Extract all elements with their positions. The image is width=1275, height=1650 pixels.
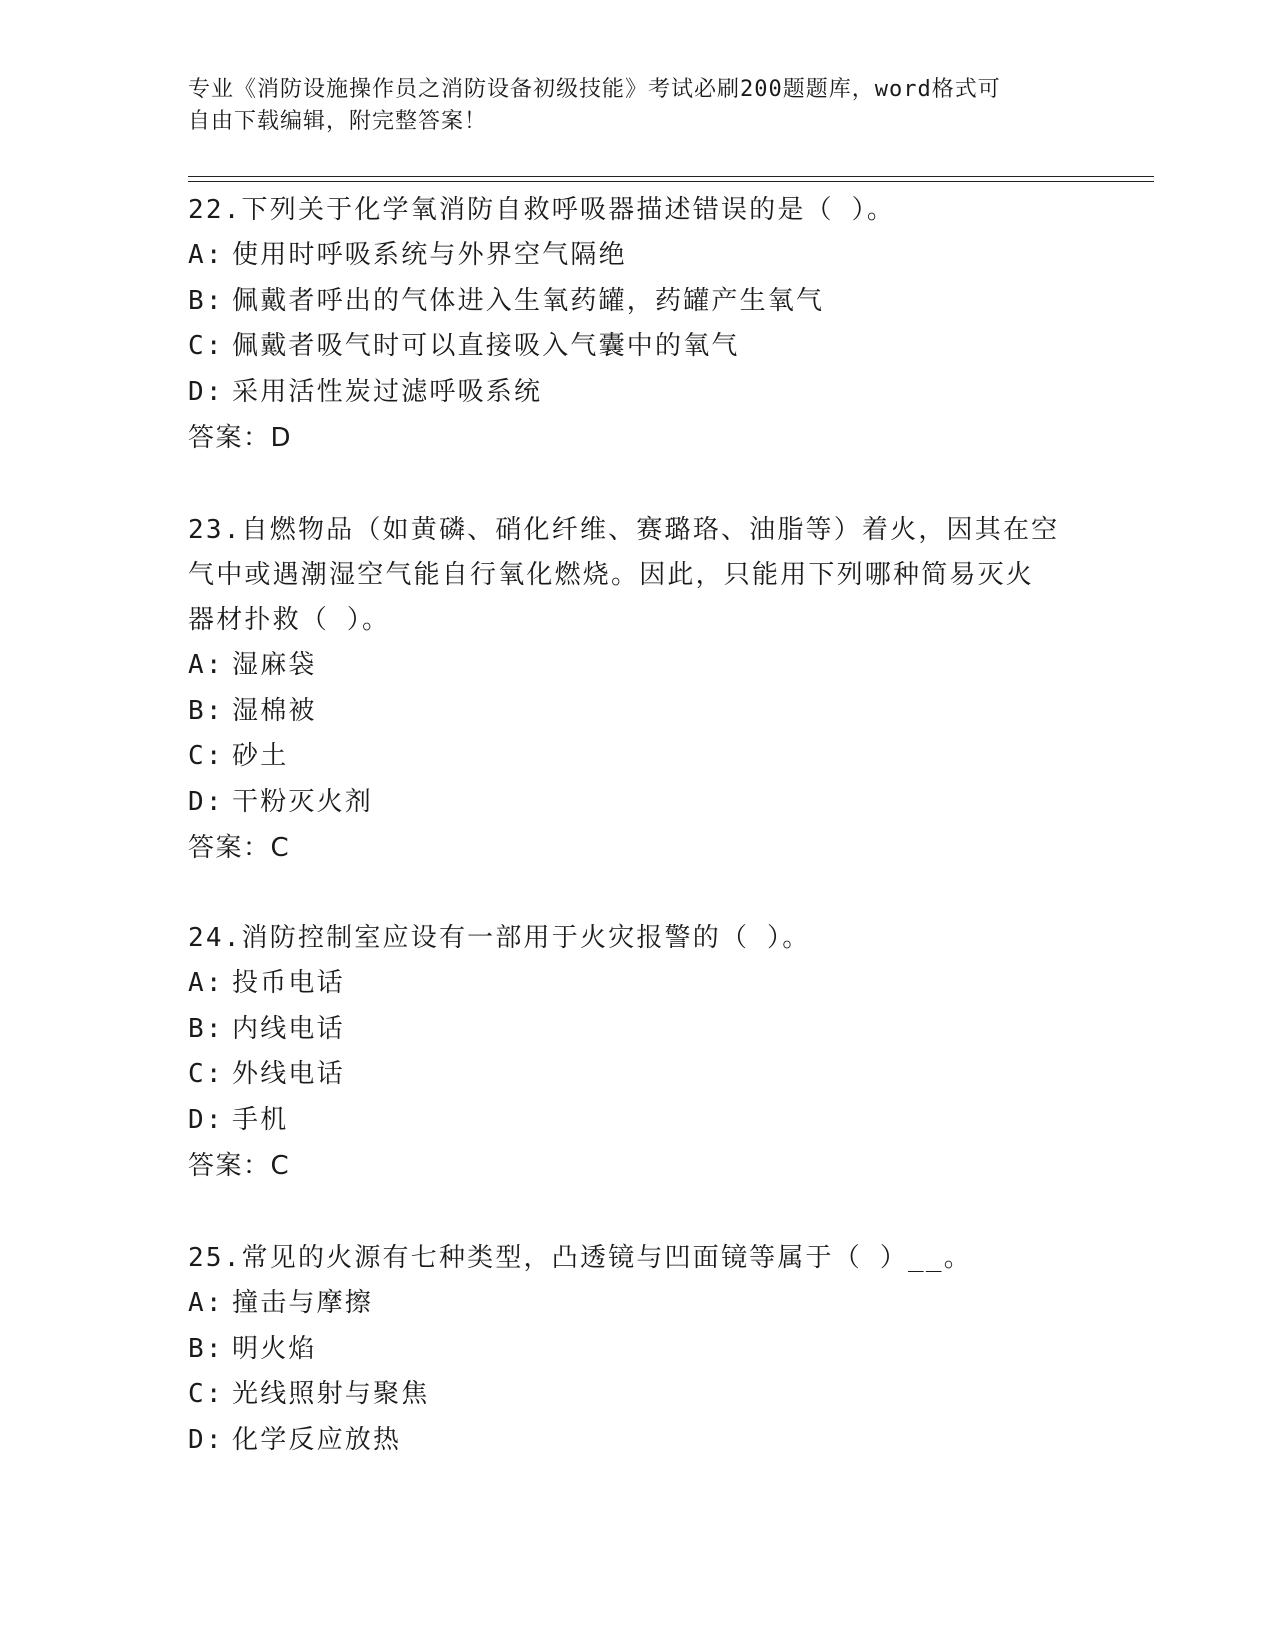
- option-key: C:: [188, 1379, 224, 1409]
- option-text: 撞击与摩擦: [232, 1288, 374, 1318]
- answer-line: 答案：C: [188, 1151, 291, 1181]
- option-d: [188, 1098, 1088, 1144]
- option-c: [188, 1052, 1088, 1098]
- option-d: [188, 1418, 1088, 1464]
- option-d: [188, 370, 1088, 416]
- option-a: [188, 961, 1088, 1007]
- option-text: 佩戴者呼出的气体进入生氧药罐，药罐产生氧气: [232, 285, 825, 316]
- option-text: 砂土: [232, 741, 289, 771]
- option-key: D:: [188, 1104, 224, 1135]
- option-key: B:: [188, 1333, 224, 1364]
- question-stem-line-1: 23.自燃物品（如黄磷、硝化纤维、赛璐珞、油脂等）着火，因其在空: [188, 515, 1060, 545]
- option-key: B:: [188, 695, 224, 726]
- question-23: [188, 508, 1088, 871]
- option-text: 投币电话: [232, 968, 345, 998]
- option-key: A:: [188, 968, 224, 998]
- option-key: A:: [188, 650, 224, 680]
- option-a: [188, 643, 1088, 689]
- question-25: [188, 1236, 1088, 1463]
- answer-line: 答案：C: [188, 833, 291, 863]
- option-key: C:: [188, 1059, 224, 1089]
- answer-line: 答案：D: [188, 423, 293, 453]
- option-text: 外线电话: [232, 1059, 345, 1089]
- question-stem-line-3: 器材扑救（ ）。: [188, 605, 391, 635]
- option-key: D:: [188, 1424, 224, 1455]
- option-text: 湿棉被: [232, 695, 317, 726]
- option-text: 化学反应放热: [232, 1424, 402, 1455]
- option-key: B:: [188, 285, 224, 316]
- option-key: C:: [188, 331, 224, 361]
- option-key: B:: [188, 1013, 224, 1044]
- option-key: C:: [188, 741, 224, 771]
- question-stem: 25.常见的火源有七种类型，凸透镜与凹面镜等属于（ ）__。: [188, 1243, 972, 1273]
- header-divider-bottom: [188, 181, 1154, 182]
- option-d: [188, 780, 1088, 826]
- question-22: [188, 188, 1088, 461]
- option-a: [188, 233, 1088, 279]
- option-b: [188, 689, 1088, 735]
- option-b: [188, 1007, 1088, 1053]
- question-24: [188, 916, 1088, 1189]
- option-text: 手机: [232, 1104, 289, 1135]
- option-c: [188, 734, 1088, 780]
- header-line-1: 专业《消防设施操作员之消防设备初级技能》考试必刷200题题库，word格式可: [188, 77, 1001, 102]
- header-line-2: 自由下载编辑，附完整答案！: [188, 109, 488, 134]
- option-key: A:: [188, 240, 224, 270]
- option-text: 光线照射与聚焦: [232, 1379, 430, 1409]
- option-text: 湿麻袋: [232, 650, 317, 680]
- option-c: [188, 324, 1088, 370]
- option-b: [188, 279, 1088, 325]
- option-key: D:: [188, 786, 224, 817]
- option-text: 明火焰: [232, 1333, 317, 1364]
- document-header: [188, 74, 1088, 138]
- option-text: 干粉灭火剂: [232, 786, 374, 817]
- header-divider-top: [188, 176, 1154, 177]
- option-text: 佩戴者吸气时可以直接吸入气囊中的氧气: [232, 331, 740, 361]
- option-text: 使用时呼吸系统与外界空气隔绝: [232, 240, 627, 270]
- question-stem-line-2: 气中或遇潮湿空气能自行氧化燃烧。因此，只能用下列哪种简易灭火: [188, 560, 1035, 590]
- option-a: [188, 1281, 1088, 1327]
- question-stem: 24.消防控制室应设有一部用于火灾报警的（ ）。: [188, 923, 811, 953]
- option-key: A:: [188, 1288, 224, 1318]
- question-stem: 22.下列关于化学氧消防自救呼吸器描述错误的是（ ）。: [188, 195, 896, 225]
- option-c: [188, 1372, 1088, 1418]
- option-text: 采用活性炭过滤呼吸系统: [232, 376, 543, 407]
- option-b: [188, 1327, 1088, 1373]
- option-text: 内线电话: [232, 1013, 345, 1044]
- option-key: D:: [188, 376, 224, 407]
